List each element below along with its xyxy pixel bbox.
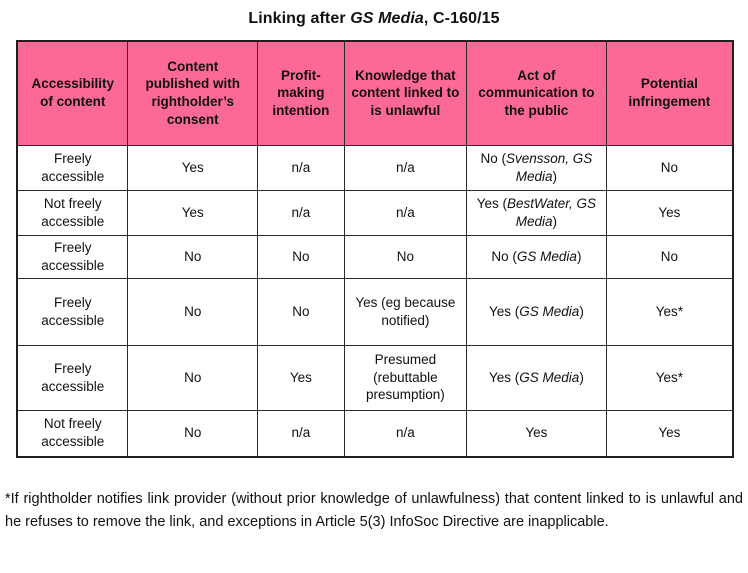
case-name-italic: GS Media <box>519 303 580 319</box>
table-cell <box>258 190 345 235</box>
table-cell <box>258 278 345 345</box>
text-segment: ) <box>552 168 558 184</box>
text-segment: Yes (eg because notified) <box>355 294 456 328</box>
table-cell <box>606 345 733 410</box>
text-segment: Freely accessible <box>41 360 105 394</box>
text-segment: No <box>184 248 202 264</box>
page-title <box>0 10 748 28</box>
table-cell <box>467 190 607 235</box>
text-segment: Yes <box>181 204 204 220</box>
text-segment: No <box>184 369 202 385</box>
table-row <box>17 145 733 190</box>
text-segment: Not freely accessible <box>41 416 105 450</box>
text-segment: n/a <box>291 425 311 441</box>
text-segment: Yes <box>658 425 681 441</box>
table-row <box>17 345 733 410</box>
text-segment: Yes <box>525 425 548 441</box>
table-cell <box>128 235 258 278</box>
case-name-italic: BestWater, GS Media <box>507 195 597 229</box>
column-header: Knowledge that content linked to is unlawful <box>344 41 466 145</box>
table-cell <box>467 235 607 278</box>
case-name-italic: GS Media <box>516 248 577 264</box>
column-header: Profit-making intention <box>258 41 345 145</box>
text-segment: Yes ( <box>476 195 508 211</box>
text-segment: No <box>660 248 678 264</box>
table-cell <box>606 278 733 345</box>
column-header: Potential infringement <box>606 41 733 145</box>
text-segment: ) <box>579 303 584 319</box>
table-cell <box>344 410 466 457</box>
table-header <box>17 41 733 145</box>
table-cell <box>17 410 128 457</box>
table-body <box>17 145 733 457</box>
text-segment: Presumed (rebuttable presumption) <box>366 351 445 403</box>
text-segment: No ( <box>491 248 517 264</box>
table-cell <box>17 345 128 410</box>
table-cell <box>128 278 258 345</box>
text-segment: No <box>292 303 310 319</box>
text-segment: n/a <box>291 159 311 175</box>
table-cell <box>128 145 258 190</box>
header-row <box>17 41 733 145</box>
table-cell <box>17 235 128 278</box>
table-cell <box>606 145 733 190</box>
case-name-italic: GS Media <box>519 369 580 385</box>
table-row <box>17 410 733 457</box>
text-segment: No <box>396 248 415 264</box>
text-segment: Not freely accessible <box>41 195 105 229</box>
table-cell <box>128 190 258 235</box>
text-segment: No <box>184 425 202 441</box>
text-segment: ) <box>552 213 558 229</box>
table-cell <box>17 278 128 345</box>
footnote: *If rightholder notifies link provider (without prior knowledge of unlawfulness) that content linked to is unlawful and he refuses to remove the link, and exceptions in Article 5(3) InfoSoc Directive are inapplicable. <box>5 491 743 531</box>
linking-outcomes-table <box>16 40 734 458</box>
text-segment: ) <box>579 369 584 385</box>
column-header: Act of communication to the public <box>467 41 607 145</box>
text-segment: n/a <box>396 159 415 175</box>
text-segment: No <box>292 248 310 264</box>
text-segment: ) <box>576 248 582 264</box>
table-row <box>17 278 733 345</box>
table-row <box>17 190 733 235</box>
text-segment: Freely accessible <box>41 150 105 184</box>
table-cell <box>606 235 733 278</box>
case-name-italic: GS Media <box>350 10 424 27</box>
table-cell <box>258 235 345 278</box>
table-row <box>17 235 733 278</box>
text-segment: Yes <box>181 159 204 175</box>
table-cell <box>258 345 345 410</box>
table-cell <box>606 190 733 235</box>
text-segment: No ( <box>480 150 507 166</box>
text-segment: Yes ( <box>489 303 520 319</box>
table-cell <box>344 278 466 345</box>
table-cell <box>344 235 466 278</box>
table-cell <box>17 145 128 190</box>
text-segment: Freely accessible <box>41 294 105 328</box>
table-cell <box>467 278 607 345</box>
text-segment: Yes* <box>655 369 683 385</box>
column-header: Content published with rightholder’s consent <box>128 41 258 145</box>
case-name-italic: Svensson, GS Media <box>506 150 593 184</box>
text-segment: No <box>660 159 678 175</box>
text-segment: Linking after <box>248 10 351 27</box>
table-cell <box>17 190 128 235</box>
table-cell <box>467 410 607 457</box>
text-segment: n/a <box>291 204 311 220</box>
text-segment: n/a <box>396 204 415 220</box>
table-cell <box>467 145 607 190</box>
text-segment: Yes <box>658 204 681 220</box>
text-segment: Freely accessible <box>41 239 105 273</box>
table-cell <box>344 345 466 410</box>
column-header: Accessibility of content <box>17 41 128 145</box>
table-cell <box>606 410 733 457</box>
text-segment: Yes ( <box>489 369 520 385</box>
table-cell <box>344 145 466 190</box>
table-cell <box>344 190 466 235</box>
text-segment: Yes <box>289 369 312 385</box>
text-segment: , C-160/15 <box>423 10 500 27</box>
table-cell <box>128 410 258 457</box>
table-cell <box>258 145 345 190</box>
table-cell <box>258 410 345 457</box>
text-segment: n/a <box>396 425 415 441</box>
text-segment: Yes* <box>655 303 683 319</box>
table-cell <box>128 345 258 410</box>
text-segment: No <box>184 303 202 319</box>
table-cell <box>467 345 607 410</box>
